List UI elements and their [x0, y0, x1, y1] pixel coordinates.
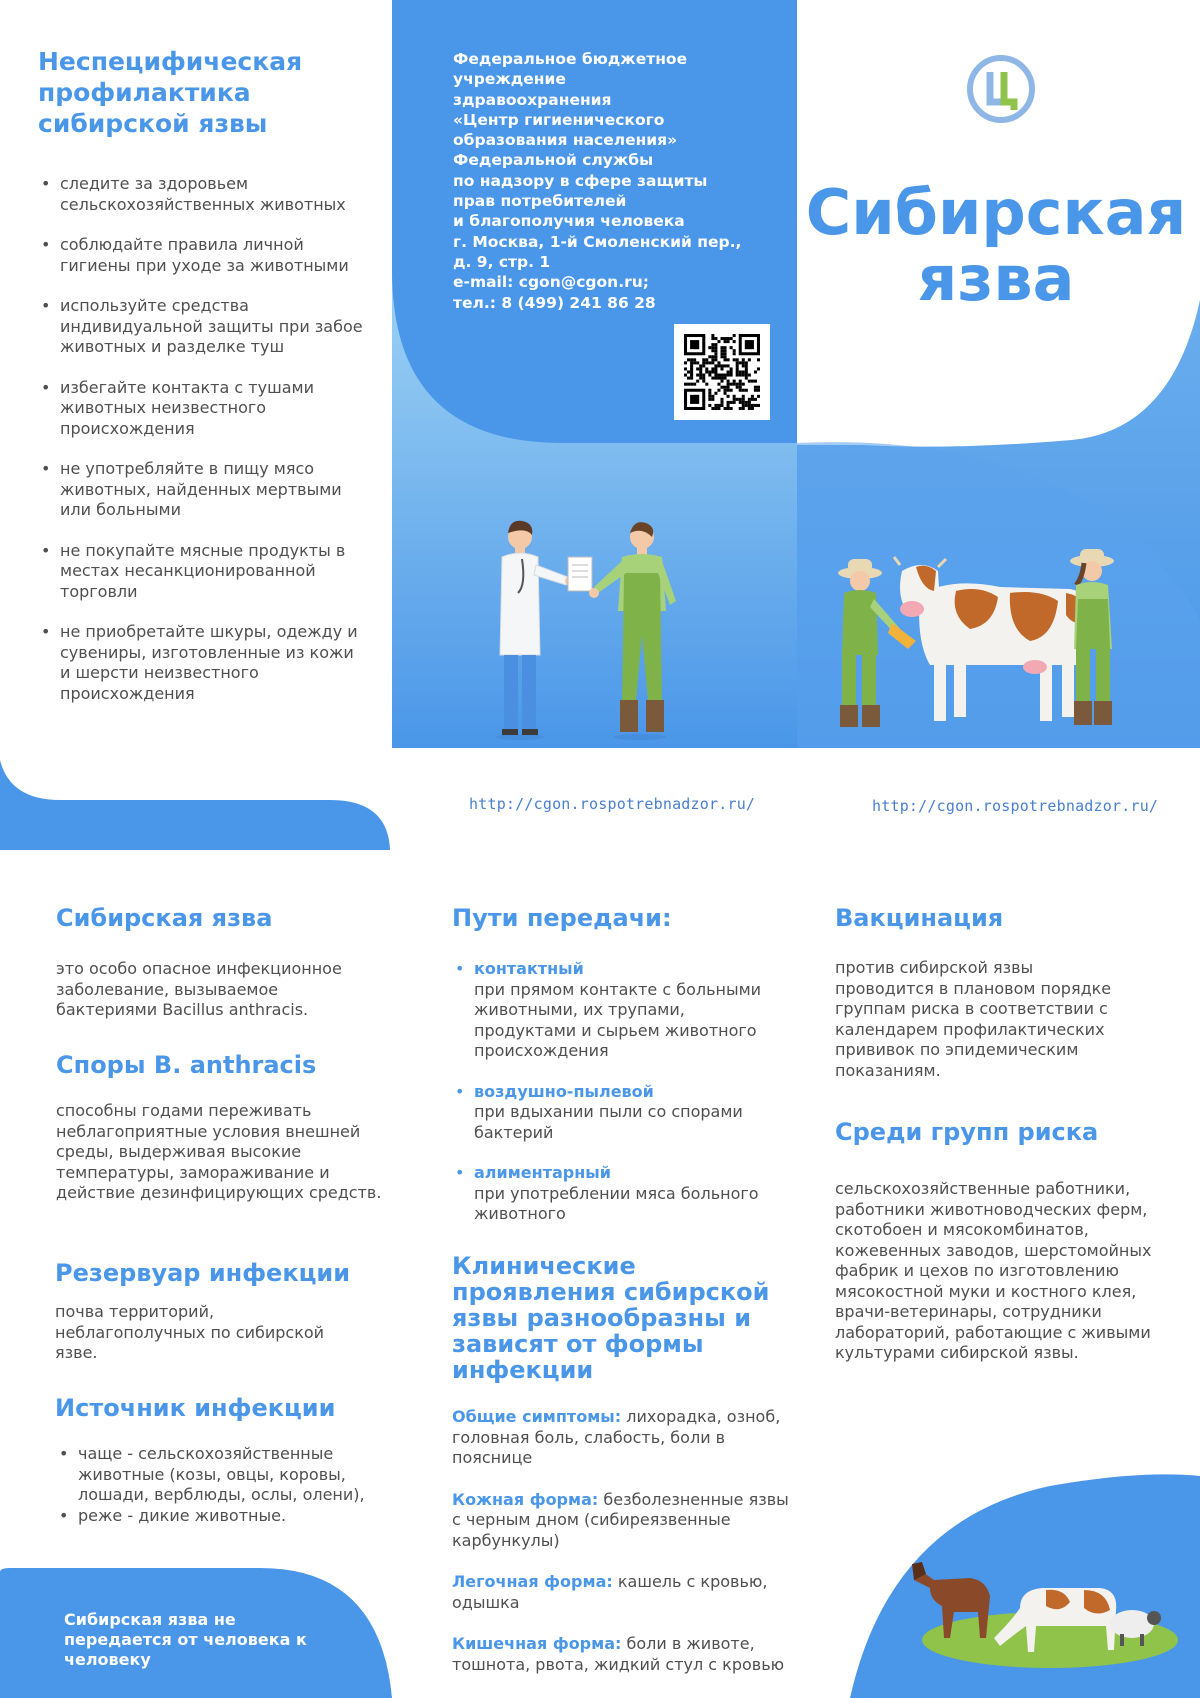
website-link-right[interactable]: http://cgon.rospotrebnadzor.ru/	[872, 797, 1159, 815]
clinical-form-text: кашель с кровью, одышка	[452, 1572, 768, 1612]
clinical-form	[452, 1407, 792, 1469]
contact-email: e-mail: cgon@cgon.ru;	[453, 273, 649, 292]
qr-code[interactable]	[674, 324, 770, 420]
note-text: Сибирская язва не передается от человека к человеку	[64, 1610, 307, 1669]
clinical-forms	[452, 1407, 792, 1675]
clinical-form	[452, 1634, 792, 1675]
farmers-cow-illustration	[830, 545, 1130, 735]
prevention-item: • соблюдайте правила личной гигиены при уходе за животными	[38, 235, 368, 276]
contact-line: Федеральное бюджетное	[453, 50, 688, 68]
clinical-form-label: Кожная форма:	[452, 1489, 599, 1509]
cover-title-line1: Сибирская	[805, 176, 1187, 249]
transmission-item	[452, 959, 792, 1062]
col3-text-risk-groups: сельскохозяйственные работники, работники животноводческих ферм, скотобоен и мясокомбинатов, кожевенных заводов, шерстомойных фабрик и цехов по изготовлению мясокостной муки и костного клея, врачи-ветеринары, сотрудники лабораторий, работающие с живыми культурами сибирской язвы.	[835, 1179, 1152, 1362]
contact-line: здравоохранения	[453, 90, 612, 109]
clinical-form-text: безболезненные язвы с черным дном (сибиреязвенные карбункулы)	[452, 1489, 789, 1550]
col1-text-reservoir: почва территорий, неблагополучных по сибирской язве.	[55, 1302, 325, 1362]
transmission-desc: при употреблении мяса больного животного	[474, 1183, 759, 1223]
clinical-form-text: лихорадка, озноб, головная боль, слабость, боли в пояснице	[452, 1407, 781, 1467]
contact-line: Федеральной службы	[453, 151, 654, 170]
prevention-item: • не употребляйте в пищу мясо животных, найденных мертвыми или больными	[38, 459, 368, 521]
cover-title-line2: язва	[917, 242, 1075, 315]
col3-title-risk-groups: Среди групп риска	[835, 1118, 1099, 1146]
prevention-item: • не приобретайте шкуры, одежду и сувениры, изготовленные из кожи и шерсти неизвестного происхождения	[38, 622, 368, 704]
col3-title-vaccination: Вакцинация	[835, 904, 1004, 932]
doctor-farmer-illustration	[490, 515, 700, 740]
transmission-item	[452, 1082, 792, 1144]
cgon-logo-icon	[966, 54, 1036, 124]
col1-title-source: Источник инфекции	[55, 1394, 336, 1422]
source-list	[56, 1444, 386, 1526]
contact-line: д. 9, стр. 1	[453, 252, 551, 271]
clinical-form	[452, 1490, 792, 1552]
clinical-form-label: Кишечная форма:	[452, 1634, 622, 1653]
col1-title-anthrax: Сибирская язва	[56, 904, 273, 932]
clinical-form-text: боли в животе, тошнота, рвота, жидкий стул с кровью	[452, 1634, 785, 1674]
col1-text-spores: способны годами переживать неблагоприятные условия внешней среды, выдерживая высокие температуры, замораживание и действие дезинфицирующих средств.	[56, 1101, 382, 1202]
contact-line: «Центр гигиенического	[453, 110, 665, 129]
contact-line: г. Москва, 1-й Смоленский пер.,	[453, 232, 742, 251]
transmission-desc: при прямом контакте с больными животными, их трупами, продуктами и сырьем животного происхождения	[474, 979, 762, 1060]
col1-text-anthrax: это особо опасное инфекционное заболевание, вызываемое бактериями Bacillus anthracis.	[56, 959, 342, 1019]
clinical-form-label: Легочная форма:	[452, 1572, 613, 1591]
col2-title-transmission: Пути передачи:	[452, 904, 672, 932]
animals-illustration	[850, 1440, 1200, 1698]
prevention-item: • следите за здоровьем сельскохозяйственных животных	[38, 174, 368, 215]
qr-code-icon	[684, 334, 760, 410]
source-item: • чаще - сельскохозяйственные животные (козы, овцы, коровы, лошади, верблюды, ослы, олени),	[56, 1444, 386, 1506]
transmission-item	[452, 1163, 792, 1225]
prevention-item: • используйте средства индивидуальной защиты при забое животных и разделке туш	[38, 296, 368, 358]
contact-block	[453, 49, 753, 313]
transmission-name: • контактный	[474, 959, 584, 978]
left-panel-title: Неспецифическая профилактика сибирской язвы	[38, 47, 303, 138]
prevention-item: • избегайте контакта с тушами животных неизвестного происхождения	[38, 378, 368, 440]
contact-line: по надзору в сфере защиты	[453, 171, 708, 190]
col1-title-reservoir: Резервуар инфекции	[55, 1259, 351, 1287]
transmission-name: • алиментарный	[474, 1163, 611, 1182]
contact-line: прав потребителей	[453, 192, 627, 211]
left-corner-wave	[0, 760, 392, 850]
contact-line: и благополучия человека	[453, 212, 685, 231]
col1-title-spores: Споры B. anthracis	[56, 1051, 317, 1079]
transmission-desc: при вдыхании пыли со спорами бактерий	[474, 1102, 743, 1142]
transmission-list	[452, 959, 792, 1225]
clinical-form	[452, 1572, 792, 1613]
prevention-item: • не покупайте мясные продукты в местах несанкционированной торговли	[38, 541, 368, 603]
prevention-list	[38, 174, 368, 704]
col3-text-vaccination: против сибирской язвы проводится в плановом порядке группам риска в соответствии с календарем профилактических прививок по эпидемическим показаниям.	[835, 958, 1112, 1080]
clinical-form-label: Общие симптомы:	[452, 1407, 622, 1426]
contact-line: образования населения»	[453, 131, 678, 150]
source-item: • реже - дикие животные.	[56, 1506, 386, 1527]
col2-title-clinical: Клинические проявления сибирской язвы разнообразны и зависят от формы инфекции	[452, 1252, 770, 1384]
contact-line: учреждение	[453, 70, 566, 89]
cover-title	[800, 176, 1192, 315]
contact-phone: тел.: 8 (499) 241 86 28	[453, 293, 656, 312]
transmission-name: • воздушно-пылевой	[474, 1081, 654, 1101]
website-link-middle[interactable]: http://cgon.rospotrebnadzor.ru/	[469, 795, 756, 813]
